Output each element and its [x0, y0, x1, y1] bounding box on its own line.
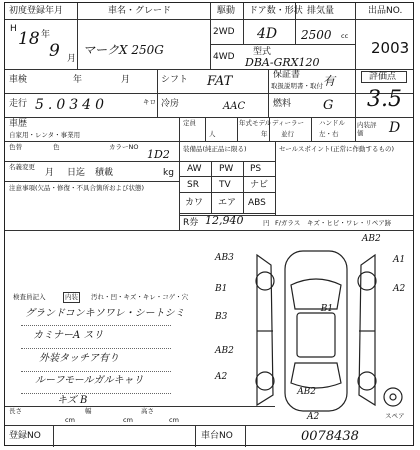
equip-aw: AW — [187, 164, 202, 174]
inspection-year-unit: 年 — [73, 75, 83, 85]
damage-code: A2 — [307, 412, 320, 422]
height-unit: cm — [169, 416, 179, 424]
displacement-unit: cc — [341, 32, 349, 40]
drive-2wd: 2WD — [213, 27, 235, 37]
reg-no-label: 登録NO — [9, 431, 41, 441]
inspector-note-2: カミナーA スリ — [33, 330, 104, 341]
door-label: ドア数・形状 — [249, 6, 303, 16]
equip-ps: PS — [250, 164, 262, 174]
era-label: H — [10, 24, 17, 34]
equip-sr: SR — [187, 180, 199, 190]
warranty-label: 保証書 — [273, 70, 301, 80]
equip-navi: ナビ — [250, 180, 269, 190]
mileage-unit: キロ — [143, 98, 156, 106]
width-unit: cm — [123, 416, 133, 424]
inspection-label: 車検 — [9, 75, 28, 85]
handle-label: ハンドル — [319, 119, 345, 127]
model-code-label: 型式 — [253, 47, 272, 57]
displacement-value: 2500 — [301, 28, 332, 42]
equip-airbag: エア — [218, 198, 237, 208]
damage-code: B1 — [320, 304, 334, 315]
model-code-value: DBA-GRX120 — [245, 56, 320, 69]
inspector-label: 検査員記入 — [13, 293, 46, 301]
interior-score-label: 内装評価 — [357, 121, 377, 137]
dealer-value: 並行 — [281, 130, 294, 138]
history-label: 車歴 — [9, 119, 28, 129]
first-reg-label: 初度登録年月 — [9, 6, 64, 16]
shift-label: シフト — [161, 75, 189, 85]
width-label: 幅 — [85, 407, 92, 415]
color-no-label: カラーNO — [109, 143, 139, 151]
equip-pw: PW — [219, 164, 234, 174]
warranty-sub: 取扱説明書・取付 — [271, 82, 323, 90]
color-change-label: 色替 — [9, 143, 22, 151]
color-no-value: 1D2 — [147, 148, 170, 161]
height-label: 高さ — [141, 407, 154, 415]
name-change-deadline: 日迄 — [67, 168, 86, 178]
glass-options: キズ・ヒビ・ワレ・リペア跡 — [307, 219, 392, 227]
inspector-note-3: 外装タッチア有り — [39, 353, 119, 364]
damage-code: B3 — [215, 311, 228, 322]
r-ticket-unit: 円 — [263, 219, 270, 227]
inspector-note-1: グランドコンキソワレ・シートシミ — [25, 308, 185, 319]
shift-value: FAT — [207, 74, 233, 89]
name-change-label: 名義変更 — [9, 163, 35, 171]
chassis-no-value: 0078438 — [301, 429, 359, 444]
ac-value: AAC — [223, 101, 246, 112]
model-grade-label: 車名・グレード — [108, 6, 172, 16]
spare-label: スペア — [385, 412, 405, 420]
chassis-no-label: 車台NO — [201, 431, 233, 441]
notes-label: 注意事項(欠品・修復・不具合箇所および状態) — [9, 184, 145, 192]
year-model-unit: 年 — [261, 130, 268, 138]
length-unit: cm — [65, 416, 75, 424]
length-label: 長さ — [9, 407, 22, 415]
equip-abs: ABS — [248, 198, 266, 208]
inspector-note-4: ルーフモールガルキャリ — [35, 375, 144, 386]
mileage-label: 走行 — [9, 99, 28, 109]
dealer-label: ディーラー — [272, 119, 304, 127]
capacity-label: 定員 — [183, 119, 196, 127]
equipment-title: 装備品(純正品に限る) — [183, 145, 247, 153]
history-options: 自家用・レンタ・事業用 — [9, 131, 81, 139]
doors-value: 4D — [257, 26, 278, 42]
model-name: マークX 250G — [83, 43, 164, 57]
damage-code: AB2 — [215, 345, 234, 356]
auction-sheet — [4, 2, 414, 446]
year-model-label: 年式モデル — [239, 119, 272, 127]
equip-tv: TV — [219, 180, 231, 190]
displacement-label: 排気量 — [307, 6, 335, 16]
drive-4wd: 4WD — [213, 52, 235, 62]
reg-month: 9 — [49, 41, 60, 61]
damage-code: A1 — [393, 255, 406, 266]
interior-score-value: D — [389, 120, 401, 136]
reg-year: 18 — [18, 29, 40, 49]
name-change-month: 月 — [45, 168, 55, 178]
inspection-month-unit: 月 — [121, 75, 131, 85]
score-value: 3.5 — [367, 87, 402, 112]
sales-point-label: セールスポイント(正常に作動するもの) — [279, 145, 394, 153]
ac-label: 冷房 — [161, 99, 180, 109]
damage-code: B1 — [215, 283, 228, 294]
glass-label: F/ガラス — [275, 219, 301, 227]
year-unit: 年 — [41, 30, 51, 40]
damage-code-layer — [215, 235, 411, 423]
listing-no-label: 出品NO. — [368, 6, 403, 16]
fuel-label: 燃料 — [273, 99, 292, 109]
handle-value: 左・右 — [319, 130, 339, 138]
r-ticket-label: R券 — [183, 218, 199, 228]
equip-leather: カワ — [185, 198, 204, 208]
damage-code: A2 — [215, 371, 228, 382]
inspector-interior-options: 汚れ・凹・キズ・キレ・コゲ・穴 — [91, 293, 189, 301]
damage-code: AB2 — [297, 386, 317, 397]
inspector-note-5: キズ B — [57, 395, 88, 406]
listing-no-value: 2003 — [371, 39, 410, 57]
fuel-value: G — [323, 98, 334, 113]
load-label: 積載 — [95, 168, 114, 178]
score-label: 評価点 — [369, 72, 397, 82]
mileage-value: 5.0340 — [35, 97, 108, 113]
warranty-value: 有 — [323, 74, 336, 88]
r-ticket-value: 12,940 — [205, 214, 244, 227]
month-unit: 月 — [67, 54, 77, 64]
load-unit: kg — [163, 168, 174, 178]
damage-code: A2 — [393, 283, 406, 294]
capacity-unit: 人 — [209, 130, 216, 138]
drive-label: 駆動 — [217, 6, 236, 16]
damage-code: AB3 — [215, 253, 234, 264]
inspector-interior-label: 内装 — [65, 293, 78, 301]
color-label: 色 — [53, 143, 60, 151]
damage-code: AB2 — [361, 234, 381, 244]
